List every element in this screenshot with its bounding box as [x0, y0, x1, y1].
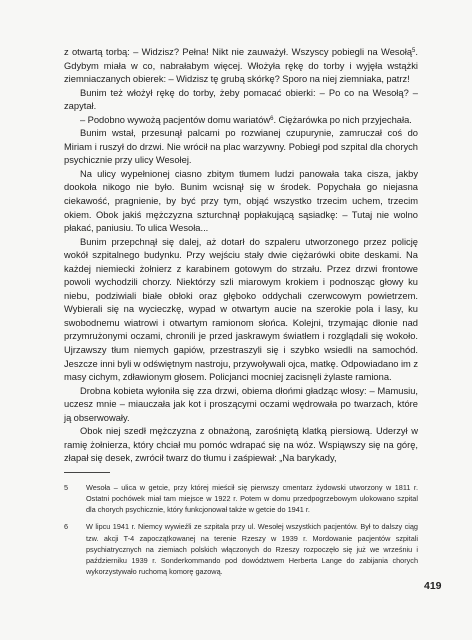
paragraph-7: Drobna kobieta wyłoniła się zza drzwi, obiema dłońmi gładząc włosy: – Mamusiu, uczesz mnie – miauczała jak kot i proszącymi oczami wędrowała po twarzach, które ją obserwowały. [64, 385, 418, 423]
page-number: 419 [424, 580, 442, 592]
footnotes [64, 482, 418, 583]
paragraph-2: Bunim też włożył rękę do torby, żeby pomacać obierki: – Po co na Wesołą? – zapytał. [64, 87, 418, 112]
paragraph-8: Obok niej szedł mężczyzna z obnażoną, zarośniętą klatką piersiową. Uderzył w ramię żołnierza, który chciał mu pomóc wdrapać się na wóz. Wspiąwszy się na górę, złapał się desek, zwrócił twarz do tłumu i zaśpiewał: „Na barykady, [64, 426, 418, 464]
footnote-number: 6 [64, 522, 69, 532]
main-text [64, 46, 418, 466]
paragraph-3: – Podobno wywożą pacjentów domu wariatów$^6$. Ciężarówka po nich przyjechała. [80, 114, 412, 125]
footnote-text: W lipcu 1941 r. Niemcy wywieźli ze szpitala przy ul. Wesołej wszystkich pacjentów. Był to dalszy ciąg tzw. akcji T-4 zapoczątkowanej na terenie Rzeszy w 1939 r. Mordowanie pacjentów szpitali psychiatrycznych na ziemiach polskich włączonych do Rzeszy rozpoczęło się już we wrześniu i październiku 1939 r. Sonderkommando pod dowództwem Herberta Lange do zabijania chorych wykorzystywało ruchomą komorę gazową. [86, 522, 418, 577]
footnote-divider [64, 472, 110, 473]
paragraph-4: Bunim wstał, przesunął palcami po rozwianej czupurynie, zamruczał coś do Miriam i ruszył do drzwi. Nie wrócił na plac warzywny. Pobiegł pod szpital dla chorych psychicznie przy ulicy Wesołej. [64, 128, 418, 166]
paragraph-5: Na ulicy wypełnionej ciasno zbitym tłumem ludzi panowała taka cisza, jakby dookoła nikogo nie było. Bunim wcisnął się w środek. Popychała go niejasna ciekawość, pragnienie, by być przy tym, objąć wszystko trzecim uchem, trzecim okiem. Obok jakiś mężczyzna szturchnął popłakującą sąsiadkę: – Tutaj nie wolno płakać, paniusiu. To ulica Wesoła... [64, 168, 418, 234]
footnote-ref-6[interactable]: 6 [270, 115, 274, 122]
footnote-5 [64, 482, 418, 515]
footnote-number: 5 [64, 483, 69, 492]
footnote-ref-5[interactable]: 5 [412, 48, 416, 54]
paragraph-6: Bunim przepchnął się dalej, aż dotarł do szpaleru utworzonego przez policję wokół szpitalnego budynku. Przy wejściu stały dwie ciężarówki obite deskami. Na każdej niemiecki żołnierz z karabinem gotowym do strzału. Przez drzwi frontowe powoli wychodzili chorzy. Niektórzy szli miarowym krokiem i podnosząc głowy ku niebu, podziwiali białe obłoki oraz głęboko oddychali czerwcowym powietrzem. Wybierali się na wycieczkę, wypad w otwartym aucie na szerokie pola i lasy, ku swobodnemu wiatrowi i otwartym ramionom słońca. Kolejni, trzymając dłonie nad przymrużonymi oczami, chronili je przed jaskrawym światłem i rozglądali się wokoło. Ujrzawszy tłum niemych gapiów, przestraszyli się i szybko wsiedli na samochód. Jeszcze inni byli w odświętnym nastroju, przywoływali ojca, matkę. Odpowiadano im z masy cichym, zdławionym głosem. Policjanci mocniej zacisnęli żylaste ramiona. [64, 236, 418, 383]
paragraph-1: z otwartą torbą: – Widzisz? Pełna! Nikt nie zauważył. Wszyscy pobiegli na Wesołą$^5$. Gdybym miała w co, nabrałabym więcej. Włożyła rękę do torby i wyjęła wstążki ziemniaczanych obierek: – Widzisz tę grubą skórkę? Sporo na niej ziemniaka, patrz! [64, 47, 418, 85]
footnote-6 [64, 521, 418, 577]
footnote-text: Wesoła – ulica w getcie, przy której mieścił się pierwszy cmentarz żydowski utworzony w 1811 r. Ostatni pochówek miał tam miejsce w 1922 r. Potem w domu przedpogrzebowym ulokowano szpital dla chorych psychicznie, który funkcjonował także w getcie do 1941 r. [86, 483, 418, 515]
